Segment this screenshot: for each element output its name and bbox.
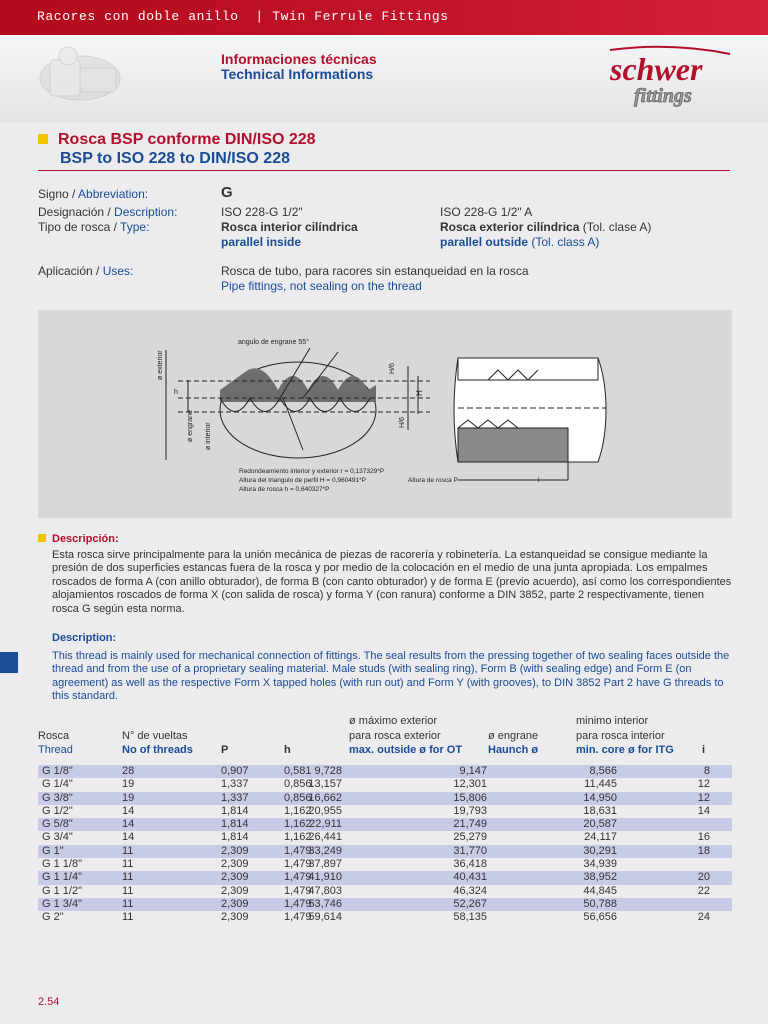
- table-cell: 24: [697, 911, 710, 924]
- aplicacion-label: [38, 264, 133, 278]
- table-cell: 0,907: [221, 765, 249, 777]
- table-row: [38, 805, 732, 818]
- table-cell: 8,566: [589, 765, 617, 777]
- table-cell: G 3/8": [42, 791, 73, 804]
- table-row: [38, 778, 732, 791]
- table-cell: 22,911: [309, 818, 342, 831]
- table-cell: 9,728: [314, 765, 342, 777]
- header-title-es: Informaciones técnicas: [221, 51, 377, 67]
- table-cell: 0,856: [284, 791, 312, 804]
- table-cell: G 1 3/4": [42, 897, 82, 910]
- table-cell: 20: [697, 871, 710, 884]
- aplicacion-value-en: Pipe fittings, not sealing on the thread: [221, 279, 422, 293]
- description-text: This thread is mainly used for mechanical connection of fittings. The seal results from the pressing together of two sealing faces outside the thread and from the use of a proprietary sealing material. Male studs (with sealing ring), Form B (with sealing edge) and Form E (on agreement) as well as the respective Form X tapped holes (with run out) and Form Y (with grooves), to DIN 3852 Part 2 have G threads to this standard.: [52, 650, 730, 703]
- table-cell: G 1": [42, 844, 64, 857]
- designacion-label-en: Description:: [114, 205, 178, 219]
- table-cell: G 5/8": [42, 818, 73, 831]
- designacion-label: [38, 205, 177, 219]
- table-cell: 19: [122, 778, 135, 791]
- table-cell: 2,309: [221, 844, 249, 857]
- descripcion-heading-text: Descripción:: [52, 533, 119, 545]
- table-cell: 40,431: [453, 871, 487, 884]
- tipo-label-es: Tipo de rosca /: [38, 220, 121, 234]
- signo-label-es: Signo /: [38, 187, 79, 201]
- logo-text-fittings: fittings: [634, 85, 692, 107]
- th-i: i: [702, 744, 706, 756]
- tipo-value-2-en: [440, 235, 599, 249]
- table-cell: 2,309: [221, 858, 249, 871]
- th-vueltas: N° de vueltas: [122, 730, 188, 742]
- table-cell: 47,803: [308, 884, 342, 897]
- side-tab: [0, 652, 18, 673]
- tipo-label: [38, 220, 149, 234]
- tipo-label-en: Type:: [120, 220, 150, 234]
- table-cell: G 1 1/2": [42, 884, 82, 897]
- table-cell: 1,479: [284, 844, 312, 857]
- table-cell: 1,479: [284, 897, 312, 910]
- thread-profile-drawing: [38, 310, 732, 518]
- logo-text-schwer: schwer: [610, 51, 703, 87]
- th-h: h: [284, 744, 291, 756]
- table-row: [38, 831, 732, 844]
- table-cell: 34,939: [583, 858, 617, 871]
- thread-diagram: [38, 310, 732, 518]
- section-divider: [38, 170, 730, 171]
- table-cell: 14: [122, 831, 135, 844]
- top-banner: [0, 0, 768, 35]
- formula-3: Altura de rosca h = 0,640327*P: [239, 486, 330, 493]
- table-cell: 20,587: [583, 818, 617, 831]
- designacion-value-1: ISO 228-G 1/2": [221, 205, 303, 219]
- altura-label: Altura de rosca P: [408, 477, 458, 484]
- formula-1: Redondeamiento interior y exterior r = 0,137329*P: [239, 468, 385, 475]
- table-cell: 11: [122, 884, 134, 897]
- table-cell: 1,814: [221, 804, 249, 817]
- formula-2: Altura del triangulo de perfil H = 0,960491*P: [239, 477, 367, 484]
- table-cell: 18,631: [583, 804, 617, 817]
- H6-top-label: H/6: [389, 363, 396, 374]
- table-cell: 11: [122, 871, 134, 884]
- table-cell: 12: [697, 778, 710, 791]
- table-row: [38, 765, 732, 778]
- th-minint-1: minimo interior: [576, 715, 649, 727]
- table-cell: G 1 1/4": [42, 871, 82, 884]
- table-cell: 1,479: [284, 871, 312, 884]
- dia-interior-label: ø interior: [205, 422, 212, 450]
- th-minint-en: min. core ø for ITG: [576, 744, 674, 756]
- table-cell: 1,479: [284, 858, 312, 871]
- table-cell: 11: [122, 858, 134, 871]
- table-cell: 14,950: [583, 791, 617, 804]
- table-cell: 11,445: [584, 778, 617, 791]
- table-cell: 37,897: [308, 858, 342, 871]
- dia-engrane-label: ø engrane: [187, 410, 194, 442]
- table-cell: 11: [122, 911, 134, 924]
- tipo-value-2-es-bold: Rosca exterior cilíndrica: [440, 220, 580, 234]
- table-cell: 58,135: [453, 911, 487, 924]
- section-title-es-text: Rosca BSP conforme DIN/ISO 228: [58, 131, 316, 148]
- table-cell: 2,309: [221, 911, 249, 924]
- table-cell: 20,955: [308, 804, 342, 817]
- thread-table: [38, 765, 732, 925]
- dia-exterior-label: ø exterior: [157, 350, 164, 380]
- table-row: [38, 885, 732, 898]
- table-cell: G 2": [42, 911, 64, 924]
- table-cell: 1,479: [284, 911, 312, 924]
- aplicacion-label-en: Uses:: [102, 264, 134, 278]
- h-label: h: [174, 389, 178, 396]
- table-cell: 2,309: [221, 897, 249, 910]
- table-cell: 1,162: [284, 818, 312, 831]
- table-cell: 22: [697, 884, 710, 897]
- table-cell: 9,147: [459, 765, 487, 777]
- aplicacion-value-es: Rosca de tubo, para racores sin estanqueidad en la rosca: [221, 264, 529, 278]
- table-cell: 11: [122, 897, 134, 910]
- table-cell: G 1/8": [42, 765, 73, 777]
- signo-label-en: Abbreviation:: [78, 187, 149, 201]
- table-cell: 19: [122, 791, 135, 804]
- table-cell: 16: [697, 831, 710, 844]
- table-cell: 56,656: [583, 911, 617, 924]
- table-cell: 19,793: [453, 804, 487, 817]
- tipo-value-1-es: Rosca interior cilíndrica: [221, 220, 358, 234]
- table-row: [38, 845, 732, 858]
- table-cell: 1,162: [284, 804, 312, 817]
- signo-value: G: [221, 184, 233, 201]
- table-cell: 44,845: [583, 884, 617, 897]
- table-row: [38, 858, 732, 871]
- tipo-value-2-en-bold: parallel outside: [440, 235, 529, 249]
- header-title-en: Technical Informations: [221, 66, 374, 82]
- table-cell: 1,337: [221, 791, 249, 804]
- table-cell: 12: [697, 791, 710, 804]
- table-cell: 11: [122, 844, 134, 857]
- signo-label: [38, 187, 148, 201]
- table-cell: 59,614: [308, 911, 342, 924]
- H6-bottom-label: H/6: [399, 417, 406, 428]
- table-row: [38, 911, 732, 924]
- th-rosca: Rosca: [38, 730, 70, 742]
- th-maxext-en: max. outside ø for OT: [349, 744, 463, 756]
- tipo-value-2-es: [440, 220, 651, 234]
- table-cell: 36,418: [453, 858, 487, 871]
- table-cell: 21,749: [453, 818, 487, 831]
- table-row: [38, 898, 732, 911]
- table-row: [38, 871, 732, 884]
- th-threads-count: No of threads: [122, 744, 193, 756]
- table-cell: 16,662: [308, 791, 342, 804]
- descripcion-text: Esta rosca sirve principalmente para la unión mecánica de piezas de racorería y robinetería. La estanqueidad se consigue mediante la presión de dos superficies estancas fuera de la rosca y por medio de la colocación en el medio de una junta apropiada. Los empalmes roscados de forma A (con anillo obturador), de forma B (con canto obturador) y de forma E (previo acuerdo), así como los correspondientes alojamientos roscados de forma X (con salida de rosca) y forma Y (con ranura) conforme a DIN 3852, parte 2 respectivamente, tienen rosca G según esta norma.: [52, 549, 732, 615]
- H-label: H: [415, 390, 424, 396]
- table-row: [38, 818, 732, 831]
- table-cell: 15,806: [453, 791, 487, 804]
- table-cell: 14: [697, 804, 710, 817]
- table-cell: 2,309: [221, 871, 249, 884]
- section-title-es: [38, 131, 316, 149]
- table-cell: 18: [697, 844, 710, 857]
- schwer-fittings-logo: [600, 44, 740, 108]
- aplicacion-label-es: Aplicación /: [38, 264, 103, 278]
- table-cell: 26,441: [308, 831, 342, 844]
- table-cell: 8: [703, 765, 710, 777]
- designacion-label-es: Designación /: [38, 205, 115, 219]
- th-maxext-1: ø máximo exterior: [349, 715, 438, 727]
- th-haunch: Haunch ø: [488, 744, 539, 756]
- angle-label: angulo de engrane 55°: [238, 339, 309, 346]
- table-cell: 14: [122, 804, 135, 817]
- table-cell: 33,249: [308, 844, 342, 857]
- table-cell: 52,267: [453, 897, 487, 910]
- table-cell: 41,910: [308, 871, 342, 884]
- table-cell: 1,337: [221, 778, 249, 791]
- descripcion-heading: [38, 533, 119, 545]
- designacion-value-2: ISO 228-G 1/2" A: [440, 205, 533, 219]
- table-cell: G 1 1/8": [42, 858, 82, 871]
- table-cell: 38,952: [583, 871, 617, 884]
- banner-text: Racores con doble anillo | Twin Ferrule Fittings: [37, 9, 449, 24]
- page-number: 2.54: [38, 996, 60, 1008]
- table-cell: 1,162: [284, 831, 312, 844]
- th-thread: Thread: [38, 744, 73, 756]
- yellow-square-icon: [38, 534, 46, 542]
- table-cell: 2,309: [221, 884, 249, 897]
- table-cell: 31,770: [453, 844, 487, 857]
- table-cell: G 3/4": [42, 831, 73, 844]
- section-title-en: BSP to ISO 228 to DIN/ISO 228: [60, 150, 290, 167]
- i-label: i: [538, 477, 540, 484]
- table-cell: 53,746: [308, 897, 342, 910]
- description-heading: Description:: [52, 632, 117, 644]
- table-cell: 50,788: [583, 897, 617, 910]
- yellow-square-icon: [38, 134, 48, 144]
- table-cell: G 1/2": [42, 804, 73, 817]
- table-cell: G 1/4": [42, 778, 73, 791]
- table-cell: 14: [122, 818, 135, 831]
- tipo-value-1-en: parallel inside: [221, 235, 302, 249]
- table-cell: 0,856: [284, 778, 312, 791]
- table-cell: 12,301: [453, 778, 487, 791]
- table-cell: 1,814: [221, 831, 249, 844]
- table-cell: 30,291: [583, 844, 617, 857]
- tipo-value-2-en-extra: (Tol. class A): [528, 235, 600, 249]
- table-cell: 24,117: [584, 831, 617, 844]
- table-cell: 28: [122, 765, 135, 777]
- table-cell: 46,324: [453, 884, 487, 897]
- table-row: [38, 792, 732, 805]
- table-cell: 1,814: [221, 818, 249, 831]
- table-cell: 0,581: [284, 765, 312, 777]
- th-minint-2: para rosca interior: [576, 730, 665, 742]
- table-cell: 25,279: [453, 831, 487, 844]
- th-p: P: [221, 744, 229, 756]
- th-maxext-2: para rosca exterior: [349, 730, 441, 742]
- fitting-photo: [28, 38, 133, 106]
- th-engrane: ø engrane: [488, 730, 539, 742]
- table-cell: 13,157: [308, 778, 342, 791]
- table-cell: 1,479: [284, 884, 312, 897]
- tipo-value-2-es-extra: (Tol. clase A): [579, 220, 652, 234]
